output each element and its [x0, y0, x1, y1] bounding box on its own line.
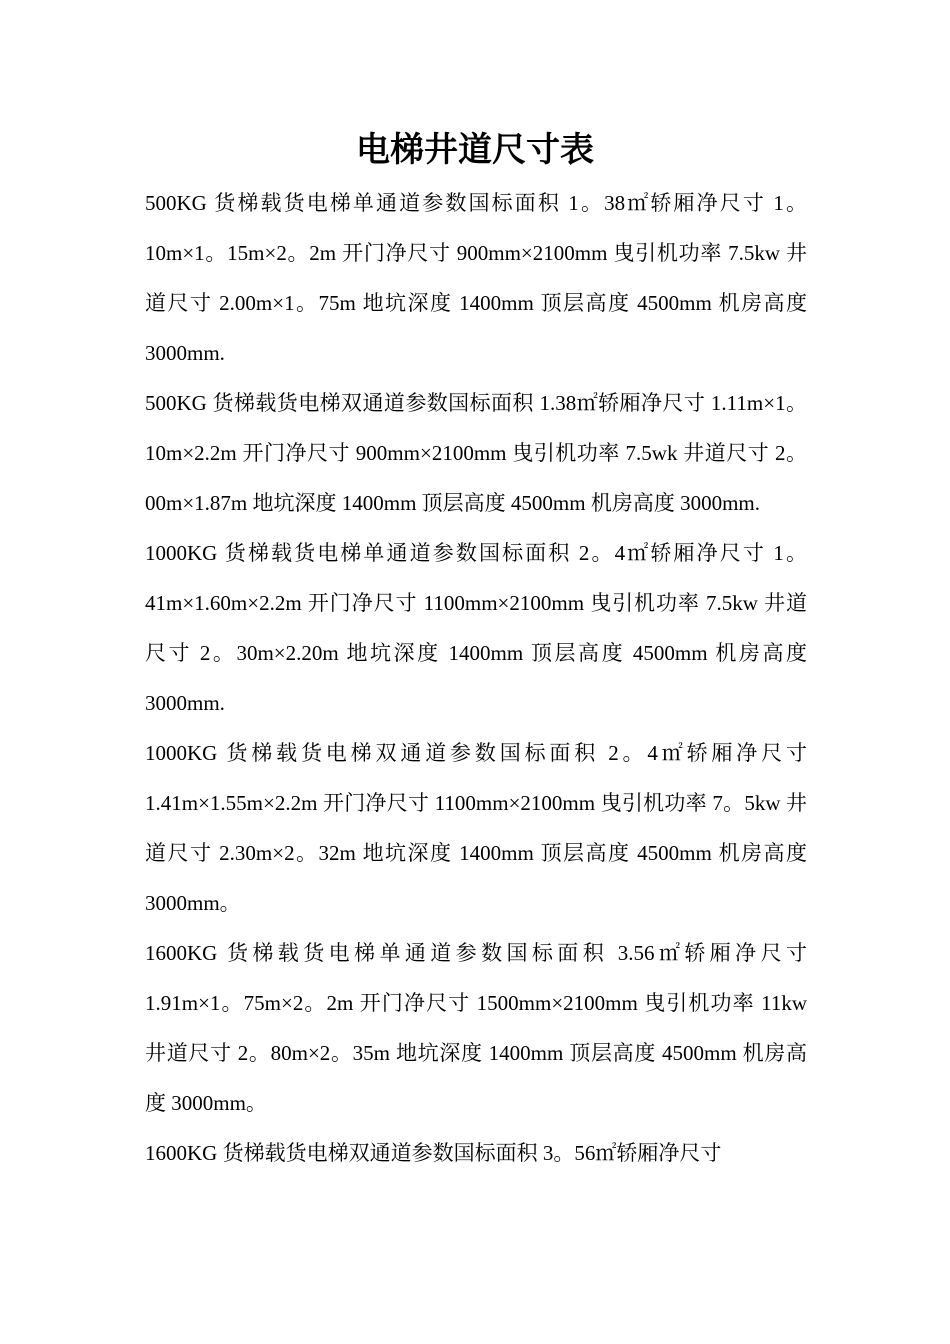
paragraph-500kg-double: 500KG 货梯载货电梯双通道参数国标面积 1.38㎡轿厢净尺寸 1.11m×1。10m×2.2m 开门净尺寸 900mm×2100mm 曳引机功率 7.5wk 井道尺寸 2。00m×1.87m 地坑深度 1400mm 顶层高度 4500mm 机房高度 3000mm. — [145, 391, 807, 515]
paragraph-1600kg-double: 1600KG 货梯载货电梯双通道参数国标面积 3。56㎡轿厢净尺寸 — [145, 1141, 722, 1165]
paragraph-500kg-single: 500KG 货梯载货电梯单通道参数国标面积 1。38㎡轿厢净尺寸 1。10m×1。15m×2。2m 开门净尺寸 900mm×2100mm 曳引机功率 7.5kw 井道尺寸 2.00m×1。75m 地坑深度 1400mm 顶层高度 4500mm 机房高度 3000mm. — [145, 191, 807, 365]
document-title: 电梯井道尺寸表 — [356, 130, 594, 170]
paragraph-1000kg-double: 1000KG 货梯载货电梯双通道参数国标面积 2。4㎡轿厢净尺寸 1.41m×1.55m×2.2m 开门净尺寸 1100mm×2100mm 曳引机功率 7。5kw 井道尺寸 2.30m×2。32m 地坑深度 1400mm 顶层高度 4500mm 机房高度 3000mm。 — [145, 741, 807, 915]
paragraph-1600kg-single: 1600KG 货梯载货电梯单通道参数国标面积 3.56㎡轿厢净尺寸 1.91m×1。75m×2。2m 开门净尺寸 1500mm×2100mm 曳引机功率 11kw 井道尺寸 2。80m×2。35m 地坑深度 1400mm 顶层高度 4500mm 机房高度 3000mm。 — [145, 941, 807, 1115]
document-body — [145, 178, 807, 1178]
paragraph-1000kg-single: 1000KG 货梯载货电梯单通道参数国标面积 2。4㎡轿厢净尺寸 1。41m×1.60m×2.2m 开门净尺寸 1100mm×2100mm 曳引机功率 7.5kw 井道尺寸 2。30m×2.20m 地坑深度 1400mm 顶层高度 4500mm 机房高度 3000mm. — [145, 541, 807, 715]
